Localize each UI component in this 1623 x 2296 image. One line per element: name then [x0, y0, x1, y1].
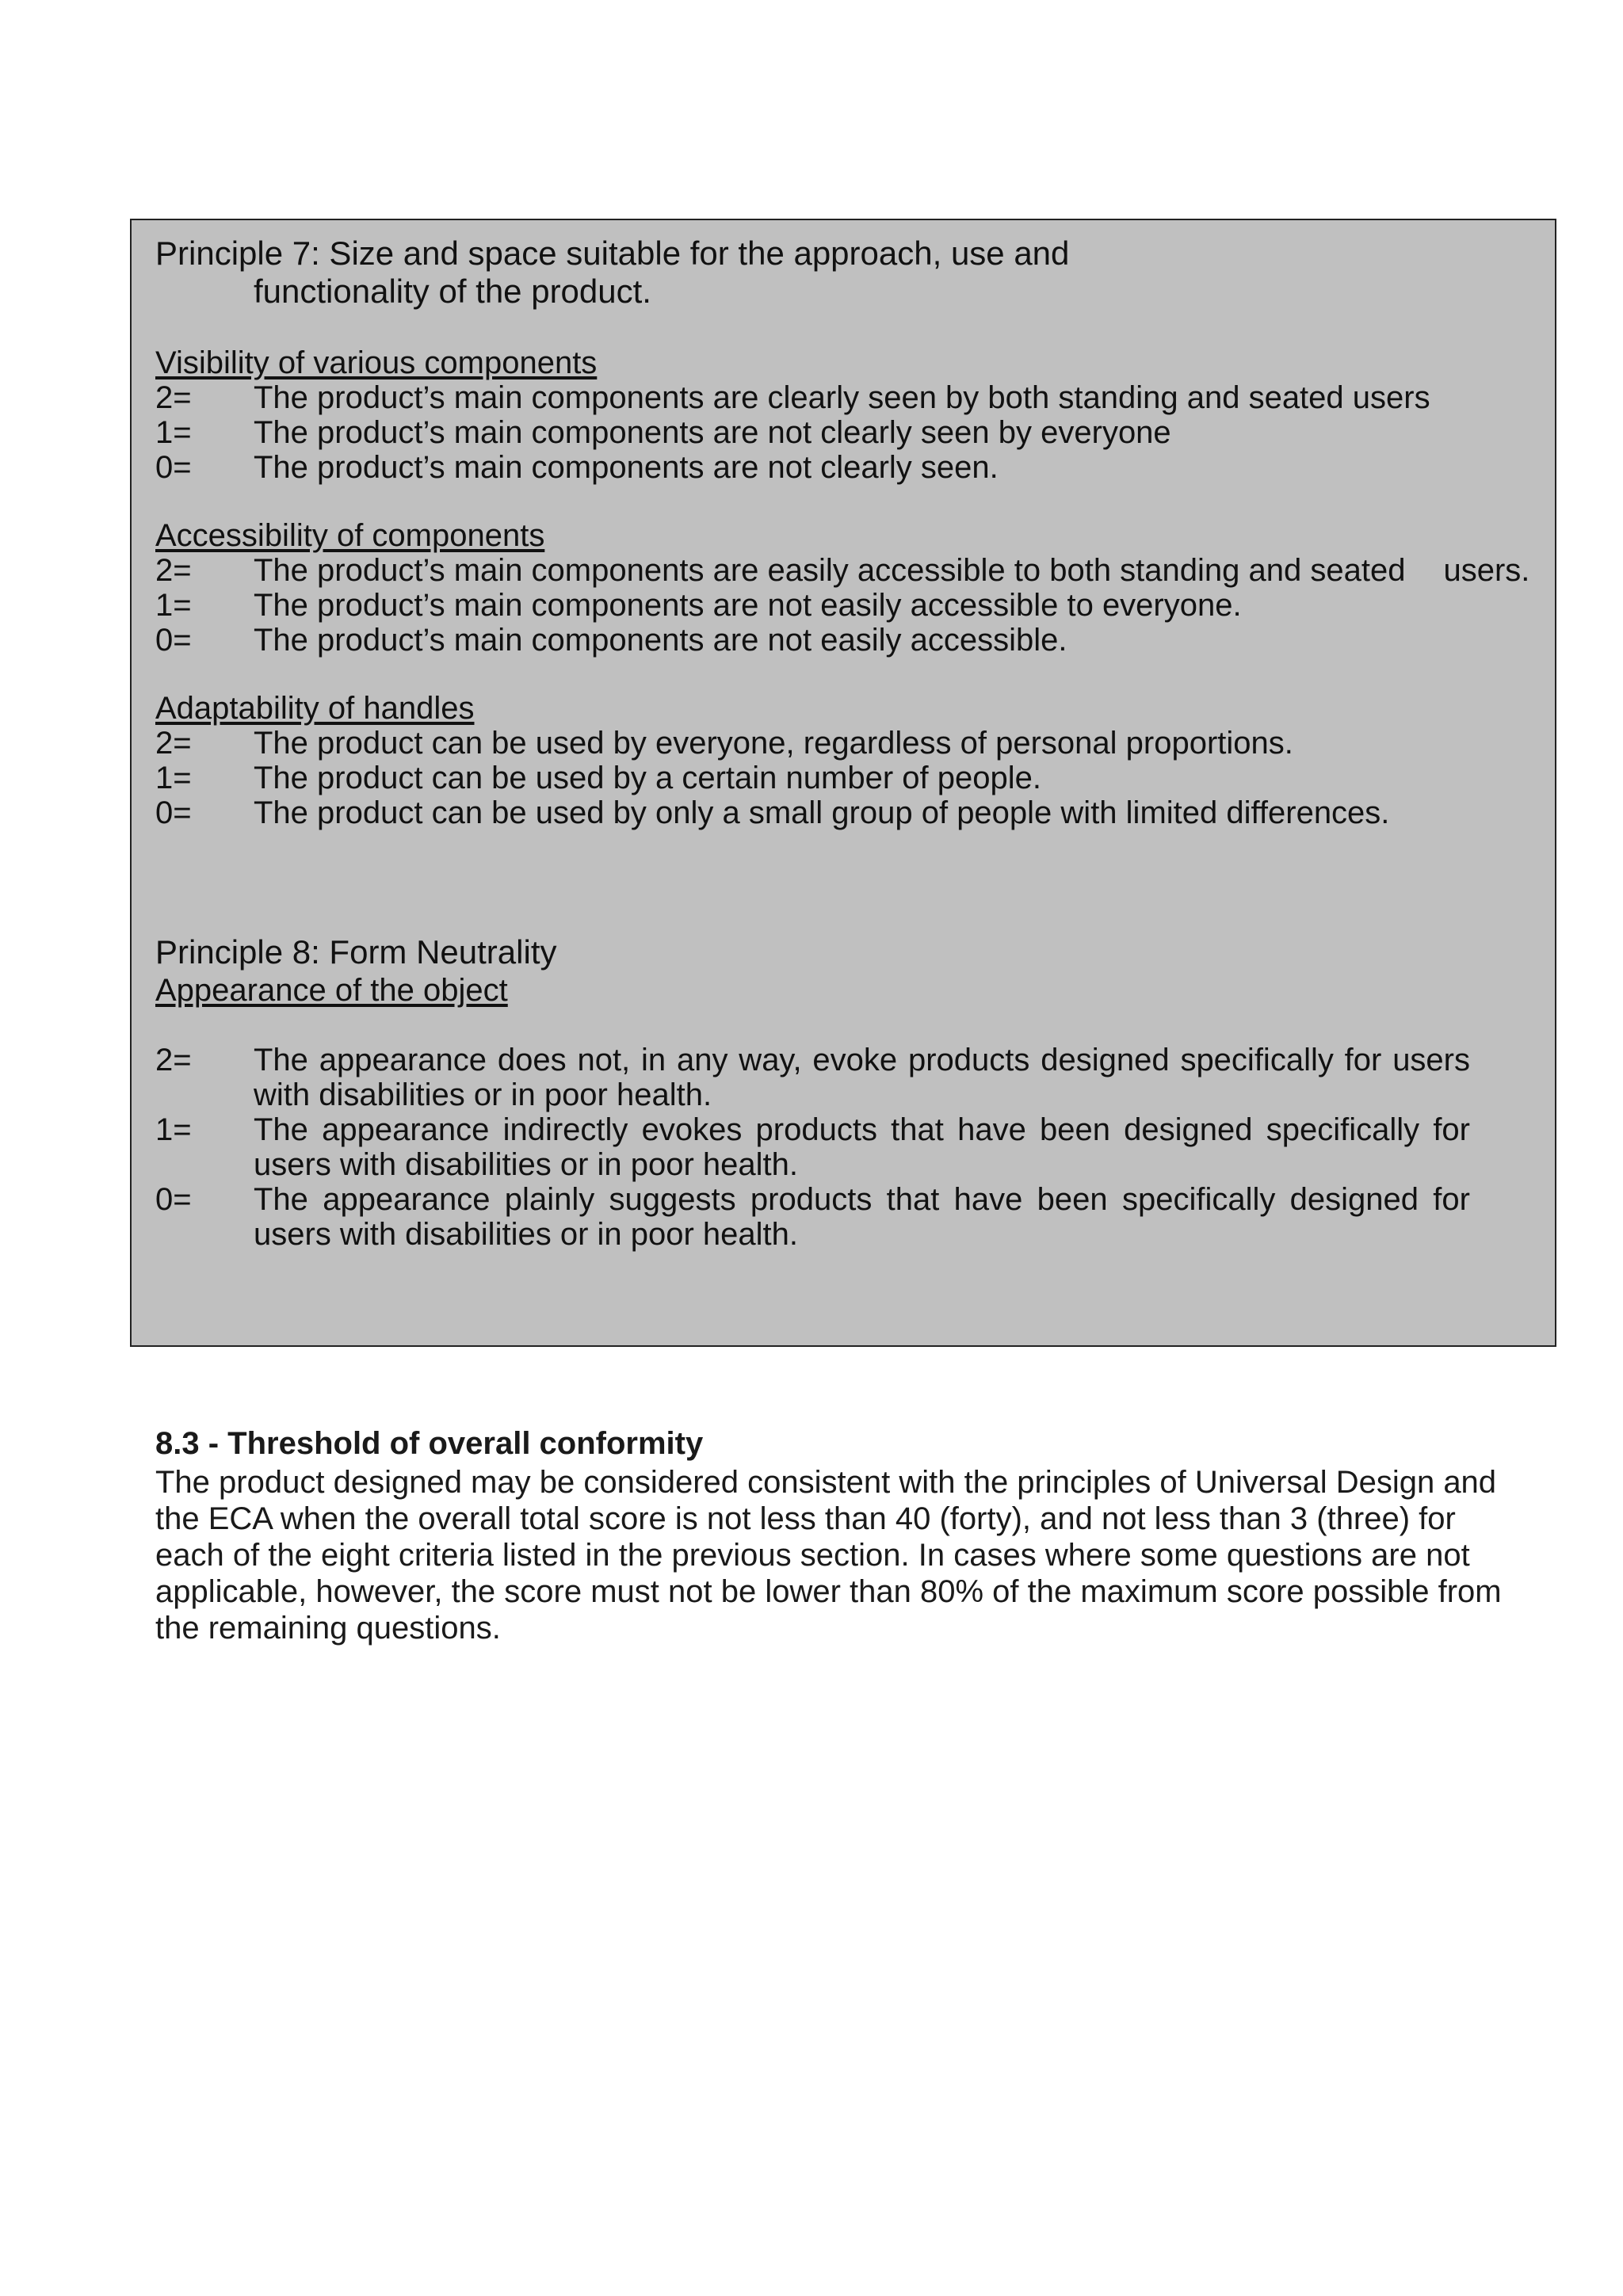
- visibility-text-2: The product’s main components are clearly seen by both standing and seated users: [254, 380, 1430, 415]
- accessibility-score-2: 2=: [155, 553, 192, 588]
- appearance-text-2: The appearance does not, in any way, evoke products designed specifically for users with disabilities or in poor health.: [254, 1043, 1470, 1112]
- adaptability-heading: Adaptability of handles: [155, 691, 475, 726]
- accessibility-score-1: 1=: [155, 588, 192, 623]
- accessibility-heading: Accessibility of components: [155, 518, 545, 553]
- appearance-score-0: 0=: [155, 1182, 192, 1217]
- appearance-text-1: The appearance indirectly evokes products that have been designed specifically for users with disabilities or in poor health.: [254, 1112, 1470, 1182]
- accessibility-text-0: The product’s main components are not easily accessible.: [254, 623, 1067, 658]
- adaptability-score-2: 2=: [155, 726, 192, 761]
- visibility-text-0: The product’s main components are not clearly seen.: [254, 450, 999, 485]
- adaptability-score-0: 0=: [155, 795, 192, 830]
- section-8-3-paragraph: The product designed may be considered consistent with the principles of Universal Design and the ECA when the overall total score is not less than 40 (forty), and not less than 3 (three) for each of the eight criteria listed in the previous section. In cases where some questions are not applicable, however, the score must not be lower than 80% of the maximum score possible from the remaining questions.: [155, 1465, 1502, 1646]
- appearance-score-1: 1=: [155, 1112, 192, 1147]
- principle-7-title-continued: functionality of the product.: [254, 273, 651, 310]
- accessibility-text-1: The product’s main components are not easily accessible to everyone.: [254, 588, 1242, 623]
- visibility-score-1: 1=: [155, 415, 192, 450]
- appearance-heading: Appearance of the object: [155, 973, 508, 1008]
- appearance-score-2: 2=: [155, 1043, 192, 1077]
- adaptability-text-2: The product can be used by everyone, regardless of personal proportions.: [254, 726, 1293, 761]
- principle-7-title: Principle 7: Size and space suitable for the approach, use and: [155, 235, 1070, 272]
- accessibility-text-2-tail: users.: [1443, 553, 1530, 588]
- visibility-text-1: The product’s main components are not clearly seen by everyone: [254, 415, 1171, 450]
- accessibility-text-2: [254, 553, 1529, 588]
- principle-8-title: Principle 8: Form Neutrality: [155, 933, 557, 971]
- visibility-score-0: 0=: [155, 450, 192, 485]
- accessibility-text-2-main: The product’s main components are easily accessible to both standing and seated: [254, 553, 1406, 588]
- adaptability-text-1: The product can be used by a certain number of people.: [254, 761, 1041, 795]
- visibility-score-2: 2=: [155, 380, 192, 415]
- appearance-text-0: The appearance plainly suggests products that have been specifically designed for users with disabilities or in poor health.: [254, 1182, 1470, 1252]
- adaptability-text-0: The product can be used by only a small group of people with limited differences.: [254, 795, 1390, 830]
- accessibility-score-0: 0=: [155, 623, 192, 658]
- adaptability-score-1: 1=: [155, 761, 192, 795]
- section-8-3-heading: 8.3 - Threshold of overall conformity: [155, 1426, 704, 1461]
- visibility-heading: Visibility of various components: [155, 345, 598, 380]
